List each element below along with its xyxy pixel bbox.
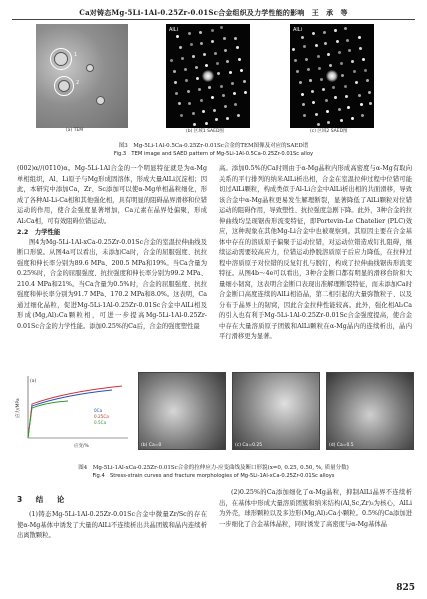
diffraction-spot	[334, 96, 337, 99]
diffraction-spot	[338, 51, 341, 54]
diffraction-spot	[305, 58, 308, 61]
diffraction-spot	[358, 94, 361, 97]
diffraction-spot	[325, 99, 328, 102]
diffraction-spot	[224, 105, 227, 108]
diffraction-spot	[302, 103, 305, 106]
diffraction-spot	[312, 101, 315, 104]
panel-tag-b: (b) Ca=0	[141, 443, 162, 448]
diffraction-spot	[309, 79, 312, 82]
diffraction-spot	[294, 59, 297, 62]
x-axis-label: 应变/%	[74, 444, 89, 449]
legend-05ca: 0.5Ca	[94, 420, 107, 425]
panel-tag-a: (a)	[30, 379, 37, 384]
diffraction-spot	[322, 88, 325, 91]
diffraction-spot	[224, 49, 227, 52]
diffraction-spot	[192, 112, 195, 115]
diffraction-spot	[353, 70, 356, 73]
diffraction-spot	[359, 47, 362, 50]
panel-tag-c: (c) Ca=0.25	[235, 443, 263, 448]
diffraction-spot	[184, 68, 187, 71]
header-rule	[12, 19, 415, 20]
diffraction-spot	[220, 85, 223, 88]
diffraction-spot	[344, 27, 347, 30]
diffraction-spot	[344, 85, 347, 88]
paragraph: (2)0.25%的Ca添加细化了α-Mg晶粒，抑制AlLi晶界不连续析出，在基体中形成大量溶质团簇和纳米结构(Al,Sc,Zr)₃为核心，AlLi为外壳，球形颗粒以及多边形(Mg,Al)₂Ca小颗粒。0.5%的Ca添加进一步细化了合金基体晶粒，同时诱发了高密度与α-Mg基体晶	[219, 489, 412, 528]
legend-025ca: 0.25Ca	[94, 414, 109, 419]
tem-marker-2: 2	[76, 80, 80, 86]
diffraction-spot	[193, 123, 196, 126]
stress-strain-chart	[14, 372, 132, 450]
diffraction-spot	[238, 58, 241, 61]
diffraction-spot	[170, 59, 173, 62]
diffraction-spot	[195, 66, 198, 69]
diffraction-spot	[216, 62, 219, 65]
diffraction-spot	[187, 90, 190, 93]
diffraction-spot	[292, 48, 295, 51]
diffraction-spot	[364, 69, 367, 72]
diffraction-spot	[355, 81, 358, 84]
grain-particle	[86, 64, 94, 72]
diffraction-spot	[303, 45, 306, 48]
tem-marker-1: 1	[74, 52, 78, 58]
diffraction-spot	[181, 57, 184, 60]
selected-area-circle	[50, 48, 72, 70]
paragraph: (1)铸态Mg-5Li-1Al-0.25Zr-0.01Sc合金中微量Zr/Sc的存在使α-Mg基体中诱发了大量的AlLi不连续析出共晶团簇和晶内连续析出离散颗粒。	[17, 511, 207, 539]
diffraction-spot	[340, 62, 343, 65]
subfigure-label-c: (c) 区域2 SAED图	[310, 129, 348, 134]
diffraction-spot	[345, 95, 348, 98]
diffraction-spot	[231, 82, 234, 85]
diffraction-spot	[214, 52, 217, 55]
conclusion-heading: 3 结 论	[17, 495, 68, 504]
diffraction-spot	[346, 39, 349, 42]
diffraction-spot	[202, 110, 205, 113]
selected-area-circle	[54, 76, 74, 96]
diffraction-spot	[233, 92, 236, 95]
legend-0ca: 0Ca	[94, 408, 103, 413]
diffraction-spot	[234, 103, 237, 106]
diffraction-spot	[213, 109, 216, 112]
diffraction-spot	[312, 32, 315, 35]
subfigure-label-b: (b) 区域1 SAED图	[186, 129, 224, 134]
diffraction-spot	[234, 37, 237, 40]
subfigure-label-a: (a) TEM	[66, 128, 84, 133]
diffraction-spot	[318, 67, 321, 70]
paragraph: 图4为Mg-5Li-1Al-xCa-0.25Zr-0.01Sc合金的室温拉伸曲线及断口形貌。从图4a可以看出，未添加Ca时，合金的屈服强度、抗拉强度和伸长率分别为89.6 MPa、200.5 MPa和19%。当Ca含量为0.25%时，合金的屈服强度、抗拉强度和伸长率分别为99.2 MPa、210.4 MPa和21%。当Ca含量为0.5%时，合金的屈服强度、抗拉强度和伸长率分别为91.7 MPa、170.2 MPa和8.0%。这表明，Ca通过细化晶粒，促进Mg-5Li-1Al-0.25Zr-0.01Sc合金中AlLi相及形成(Mg,Al)₂Ca颗粒相，可进一步提高Mg-5Li-1Al-0.25Zr-0.01Sc合金的力学性能。添加0.25%的Ca后，合金的强度塑性最	[17, 238, 207, 330]
diffraction-spot	[334, 29, 337, 32]
diffraction-spot	[217, 72, 220, 75]
diffraction-spot	[192, 55, 195, 58]
diffraction-spot	[332, 86, 335, 89]
page-number: 825	[396, 583, 415, 593]
diffraction-spot	[336, 40, 339, 43]
paragraph: (002)α//(01̄10)α。Mg-5Li-1Al合金的一个明显特征就是为α-Mg单相组织，Al、Li原子与Mg形成固溶体，形成大量AlLi沉淀相；因此，本研究中添加Ca，Zr、Sc添加可以使α-Mg单相晶粒细化，形成了各种Al-Li-Ca相和其他强化相，具有明显的阻碍晶界滑移和位错运动的作用，使合金强度显著增加，Ca元素在晶界处偏聚，形成Al₂Ca相，可有效阻碍位错运动。	[17, 165, 207, 225]
diffraction-spot	[307, 68, 310, 71]
diffraction-spot	[329, 64, 332, 67]
diffraction-spot	[237, 114, 240, 117]
diffraction-spot	[179, 46, 182, 49]
diffraction-spot	[236, 46, 239, 49]
diffraction-spot	[199, 31, 202, 34]
diffraction-spot	[351, 60, 354, 63]
diffraction-spot	[175, 92, 178, 95]
paragraph: 高。添加0.5%的Ca时则由于α-Mg晶粒内形成高密度与α-Mg有取向关系的平行排列的纳米AlLi析出相，合金在室温拉伸过程中位错可能切过AlLi颗粒，构成类似于Al-Li合金中AlLi析出相的共面滑移，导致该合金中α-Mg晶粒更易发生解理断裂，显著降低了AlLi颗粒对位错运动的阻碍作用，导致塑性、抗拉强度急剧下降。此外，3种合金的拉伸曲线均呈现锯齿形流变特征，即Portevin-Le Chatelier (PLC)效应，这种现象在其他Mg-Li合金中也被观察到。其原因主要在合金基体中存在的溶质原子偏聚于运动位错，对运动位错造成钉扎阻碍，继续运动需要较高应力，位错运动挣脱溶质原子后应力降低，在拉伸过程中溶质原子对位错的反复钉扎与脱钉，构成了拉伸曲线锯齿形流变特征。从图4b～4e可以看出，3种合金断口都有明显的滑移台阶和大量细小韧窝，这表明合金断口表现出准解理断裂特征，而未添加Ca时合金断口高度连续的AlLi相沿晶，第二相引起的大量弥散粒子、以及分布于晶界上的韧窝，因此合金拉伸性能较高。此外，强化相Al₂Ca的引入也有利于Mg-5Li-1Al-0.25Zr-0.01Sc合金强度提高，使合金中存在大量溶质原子团簇和AlLi颗粒在α-Mg晶内的连续析出，晶内平行滑移更为显著。	[219, 165, 412, 340]
diffraction-spot	[315, 44, 318, 47]
diffraction-spot	[360, 103, 363, 106]
curve-05ca	[28, 401, 68, 438]
grain-particle	[96, 96, 105, 105]
diffraction-spot	[205, 64, 208, 67]
diffraction-spot	[317, 123, 320, 126]
diffraction-spot	[211, 40, 214, 43]
diffraction-spot	[185, 79, 188, 82]
saed-pattern-2	[290, 24, 374, 128]
diffraction-spot	[324, 42, 327, 45]
diffraction-spot	[351, 117, 354, 120]
conclusion-left	[17, 510, 207, 542]
diffraction-spot	[222, 94, 225, 97]
diffraction-spot	[317, 55, 320, 58]
diffraction-spot	[226, 117, 229, 120]
diffraction-spot	[223, 37, 226, 40]
diffraction-spot	[208, 86, 211, 89]
diffraction-spot	[323, 31, 326, 34]
diffraction-spot	[362, 58, 365, 61]
diffraction-spot	[203, 53, 206, 56]
diffraction-spot	[315, 113, 318, 116]
diffraction-spot	[174, 81, 177, 84]
diffraction-spot	[311, 90, 314, 93]
diffraction-spot	[244, 91, 247, 94]
diffraction-spot	[178, 102, 181, 105]
diffraction-spot	[320, 78, 323, 81]
diffraction-spot	[301, 93, 304, 96]
saed-center-beam	[326, 70, 338, 82]
saed-label: AlLi	[169, 27, 178, 33]
diffraction-spot	[215, 118, 218, 121]
diffraction-spot	[240, 69, 243, 72]
diffraction-spot	[361, 114, 364, 117]
diffraction-spot	[196, 77, 199, 80]
diffraction-spot	[220, 26, 223, 29]
diffraction-spot	[340, 119, 343, 122]
figure-4-caption-cn: 图4 Mg-5Li-1Al-xCa-0.25Zr-0.01Sc合金的拉伸应力-应变曲线及断口形貌(x=0, 0.25, 0.50, %, 质量分数)	[78, 465, 349, 471]
diffraction-spot	[200, 99, 203, 102]
panel-tag-d: (d) Ca=0.5	[329, 443, 354, 448]
diffraction-spot	[326, 110, 329, 113]
section-heading: 2.2 力学性能	[17, 228, 61, 236]
figure-3-caption-cn: 图3 Mg-5Li-1Al-0.5Ca-0.25Zr-0.01Sc合金的TEM图像及对应的SAED谱	[118, 143, 309, 149]
figure-3	[36, 24, 391, 136]
figure-4	[14, 372, 414, 458]
diffraction-spot	[200, 42, 203, 45]
diffraction-spot	[347, 106, 350, 109]
diffraction-spot	[226, 60, 229, 63]
y-axis-label: 应力/MPa	[16, 398, 21, 418]
diffraction-spot	[368, 91, 371, 94]
diffraction-spot	[211, 29, 214, 32]
diffraction-spot	[327, 121, 330, 124]
diffraction-spot	[338, 108, 341, 111]
right-column	[219, 164, 412, 343]
diffraction-spot	[211, 96, 214, 99]
figure-4-caption-en: Fig.4 Stress-strain curves and fracture morphologies of Mg-5Li-1Al-xCa-0.25Zr-0.01Sc alloys	[92, 473, 335, 479]
diffraction-spot	[176, 35, 179, 38]
diffraction-spot	[341, 74, 344, 77]
diffraction-spot	[188, 32, 191, 35]
saed-label: AlLi	[293, 27, 302, 33]
diffraction-spot	[190, 43, 193, 46]
saed-center-beam	[202, 70, 214, 82]
diffraction-spot	[229, 71, 232, 74]
diffraction-spot	[369, 102, 372, 105]
diffraction-spot	[205, 122, 208, 125]
conclusion-right	[219, 488, 412, 530]
diffraction-spot	[301, 36, 304, 39]
stress-strain-svg	[14, 372, 132, 450]
diffraction-spot	[173, 70, 176, 73]
tem-image	[36, 24, 128, 128]
curve-025ca	[28, 386, 122, 438]
fracture-image-d	[326, 372, 414, 450]
fracture-image-c	[232, 372, 320, 450]
saed-pattern-1	[166, 24, 250, 128]
diffraction-spot	[358, 36, 361, 39]
diffraction-spot	[180, 114, 183, 117]
diffraction-spot	[243, 80, 246, 83]
diffraction-spot	[327, 53, 330, 56]
left-column	[17, 164, 207, 332]
figure-3-caption-en: Fig.3 TEM image and SAED pattern of Mg-5Li-1Al-0.5Ca-0.25Zr-0.01Sc alloy	[113, 151, 314, 157]
diffraction-spot	[303, 114, 306, 117]
diffraction-spot	[188, 102, 191, 105]
diffraction-spot	[296, 70, 299, 73]
diffraction-spot	[366, 79, 369, 82]
diffraction-spot	[198, 88, 201, 91]
diffraction-spot	[348, 49, 351, 52]
running-title: Ca对铸态Mg-5Li-1Al-0.25Zr-0.01Sc合金组织及力学性能的影响 王 承 等	[79, 8, 348, 17]
diffraction-spot	[299, 81, 302, 84]
fracture-image-b	[138, 372, 226, 450]
